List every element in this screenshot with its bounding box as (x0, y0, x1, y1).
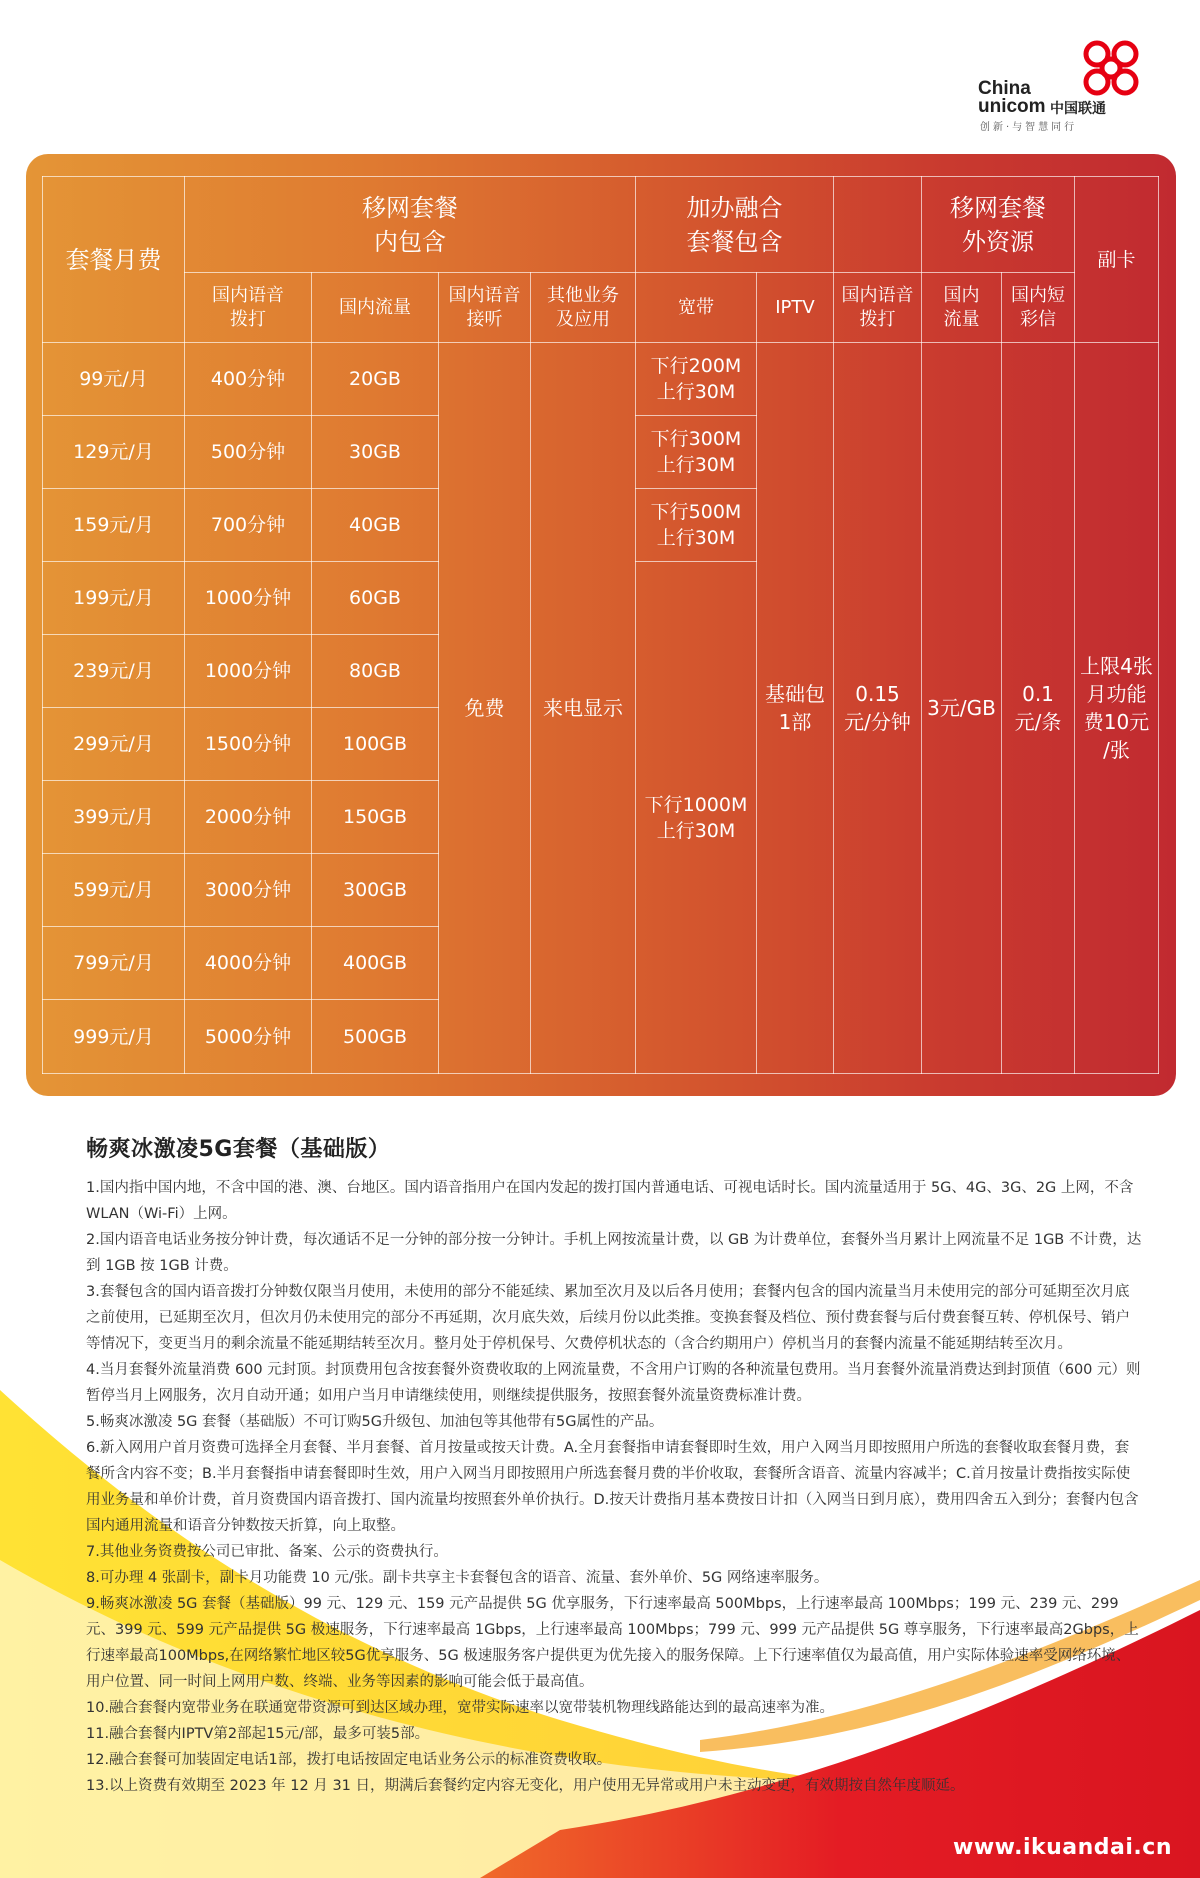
row-fee: 399元/月 (43, 781, 185, 854)
header-extra-voice: 国内语音 拨打 (834, 273, 922, 343)
row-fee: 239元/月 (43, 635, 185, 708)
china-unicom-logo (978, 36, 1148, 136)
website-url: www.ikuandai.cn (953, 1835, 1172, 1860)
extra-sms-price: 0.1 元/条 (1002, 343, 1075, 1074)
note-item: 1.国内指中国内地，不含中国的港、澳、台地区。国内语音指用户在国内发起的拨打国内普通电话、可视电话时长。国内流量适用于 5G、4G、3G、2G 上网，不含 WLAN（Wi-Fi）上网。 (86, 1180, 1134, 1222)
row-data: 60GB (312, 562, 439, 635)
note-item: 9.畅爽冰激凌 5G 套餐（基础版）99 元、129 元、159 元产品提供 5G 优享服务，下行速率最高 500Mbps，上行速率最高 100Mbps；199 元、239 元、299元、399 元、599 元产品提供 5G 极速服务，下行速率最高 1Gbps，上行速率最高 100Mbps；799 元、999 元产品提供 5G 尊享服务，下行速率最高2Gbps，上行速率最高100Mbps,在网络繁忙地区较5G优享服务、5G 极速服务客户提供更为优先接入的服务保障。上下行速率值仅为最高值，用户实际体验速率受网络环境、用户位置、同一时间上网用户数、终端、业务等因素的影响可能会低于最高值。 (86, 1596, 1139, 1690)
row-data: 300GB (312, 854, 439, 927)
header-iptv: IPTV (757, 273, 834, 343)
broadband-500m: 下行500M 上行30M (636, 489, 757, 562)
note-item: 4.当月套餐外流量消费 600 元封顶。封顶费用包含按套餐外资费收取的上网流量费，不含用户订购的各种流量包费用。当月套餐外流量消费达到封顶值（600 元）则暂停当月上网服务，次月自动开通；如用户当月申请继续使用，则继续提供服务，按照套餐外流量资费标准计费。 (86, 1362, 1141, 1404)
broadband-200m: 下行200M 上行30M (636, 343, 757, 416)
sub-card-info: 上限4张 月功能 费10元 /张 (1075, 343, 1159, 1074)
header-data: 国内流量 (312, 273, 439, 343)
row-voice: 3000分钟 (185, 854, 312, 927)
row-data: 80GB (312, 635, 439, 708)
other-caller-id: 来电显示 (531, 343, 636, 1074)
row-data: 400GB (312, 927, 439, 1000)
note-item: 10.融合套餐内宽带业务在联通宽带资源可到达区域办理，宽带实际速率以宽带装机物理线路能达到的最高速率为准。 (86, 1700, 835, 1716)
row-fee: 799元/月 (43, 927, 185, 1000)
note-item: 11.融合套餐内IPTV第2部起15元/部，最多可装5部。 (86, 1726, 430, 1742)
row-data: 30GB (312, 416, 439, 489)
broadband-1000m: 下行1000M 上行30M (636, 562, 757, 1074)
logo-cn-name: 中国联通 (1050, 101, 1106, 117)
header-voice-in: 国内语音 接听 (439, 273, 531, 343)
header-other: 其他业务 及应用 (531, 273, 636, 343)
header-extra-data: 国内 流量 (922, 273, 1002, 343)
logo-slogan: 创新·与智慧同行 (980, 122, 1078, 133)
header-group-included: 移网套餐 内包含 (185, 177, 636, 273)
header-blank (834, 177, 922, 273)
broadband-300m: 下行300M 上行30M (636, 416, 757, 489)
row-fee: 199元/月 (43, 562, 185, 635)
table-row (43, 343, 1159, 416)
row-fee: 159元/月 (43, 489, 185, 562)
note-item: 12.融合套餐可加装固定电话1部，拨打电话按固定电话业务公示的标准资费收取。 (86, 1752, 612, 1768)
iptv-basic: 基础包 1部 (757, 343, 834, 1074)
row-voice: 1000分钟 (185, 562, 312, 635)
row-voice: 500分钟 (185, 416, 312, 489)
note-item: 7.其他业务资费按公司已审批、备案、公示的资费执行。 (86, 1544, 448, 1560)
row-fee: 599元/月 (43, 854, 185, 927)
plan-table-panel (26, 154, 1176, 1096)
row-data: 500GB (312, 1000, 439, 1074)
row-voice: 1000分钟 (185, 635, 312, 708)
header-group-extra: 移网套餐 外资源 (922, 177, 1075, 273)
row-data: 20GB (312, 343, 439, 416)
note-item: 3.套餐包含的国内语音拨打分钟数仅限当月使用，未使用的部分不能延续、累加至次月及以后各月使用；套餐内包含的国内流量当月未使用完的部分可延期至次月底之前使用，已延期至次月，但次月仍未使用完的部分不再延期，次月底失效，后续月份以此类推。变换套餐及档位、预付费套餐与后付费套餐互转、停机保号、销户等情况下，变更当月的剩余流量不能延期结转至次月。整月处于停机保号、欠费停机状态的（含合约期用户）停机当月的套餐内流量不能延期结转至次月。 (86, 1284, 1130, 1352)
plan-table (42, 176, 1159, 1074)
terms-notes (86, 1132, 1142, 1799)
note-item: 13.以上资费有效期至 2023 年 12 月 31 日，期满后套餐约定内容无变化，用户使用无异常或用户未主动变更，有效期按自然年度顺延。 (86, 1778, 965, 1794)
note-item: 5.畅爽冰激凌 5G 套餐（基础版）不可订购5G升级包、加油包等其他带有5G属性的产品。 (86, 1414, 664, 1430)
row-voice: 5000分钟 (185, 1000, 312, 1074)
header-broadband: 宽带 (636, 273, 757, 343)
row-voice: 700分钟 (185, 489, 312, 562)
row-voice: 4000分钟 (185, 927, 312, 1000)
row-data: 100GB (312, 708, 439, 781)
unicom-knot-icon (1074, 36, 1148, 100)
row-data: 40GB (312, 489, 439, 562)
note-item: 8.可办理 4 张副卡，副卡月功能费 10 元/张。副卡共享主卡套餐包含的语音、流量、套外单价、5G 网络速率服务。 (86, 1570, 829, 1586)
extra-data-price: 3元/GB (922, 343, 1002, 1074)
header-group-fusion: 加办融合 套餐包含 (636, 177, 834, 273)
row-fee: 299元/月 (43, 708, 185, 781)
note-item: 2.国内语音电话业务按分钟计费，每次通话不足一分钟的部分按一分钟计。手机上网按流量计费，以 GB 为计费单位，套餐外当月累计上网流量不足 1GB 不计费，达到 1GB 按 1GB 计费。 (86, 1232, 1142, 1274)
row-fee: 999元/月 (43, 1000, 185, 1074)
extra-voice-price: 0.15 元/分钟 (834, 343, 922, 1074)
header-extra-sms: 国内短 彩信 (1002, 273, 1075, 343)
voice-in-free: 免费 (439, 343, 531, 1074)
row-voice: 1500分钟 (185, 708, 312, 781)
row-voice: 400分钟 (185, 343, 312, 416)
logo-latin-text: China unicom (978, 78, 1046, 117)
note-item: 6.新入网用户首月资费可选择全月套餐、半月套餐、首月按量或按天计费。A.全月套餐指申请套餐即时生效，用户入网当月即按照用户所选的套餐收取套餐月费，套餐所含内容不变；B.半月套餐指申请套餐即时生效，用户入网当月即按照用户所选套餐月费的半价收取，套餐所含语音、流量内容减半；C.首月按量计费指按实际使用业务量和单价计费，首月资费国内语音拨打、国内流量均按照套外单价执行。D.按天计费指月基本费按日计扣（入网当日到月底），费用四舍五入到分；套餐内包含国内通用流量和语音分钟数按天折算，向上取整。 (86, 1440, 1139, 1534)
header-voice-out: 国内语音 拨打 (185, 273, 312, 343)
row-data: 150GB (312, 781, 439, 854)
row-fee: 99元/月 (43, 343, 185, 416)
header-sub-card: 副卡 (1075, 177, 1159, 343)
header-fee: 套餐月费 (43, 177, 185, 343)
row-voice: 2000分钟 (185, 781, 312, 854)
notes-title: 畅爽冰激凌5G套餐（基础版） (86, 1137, 391, 1162)
row-fee: 129元/月 (43, 416, 185, 489)
